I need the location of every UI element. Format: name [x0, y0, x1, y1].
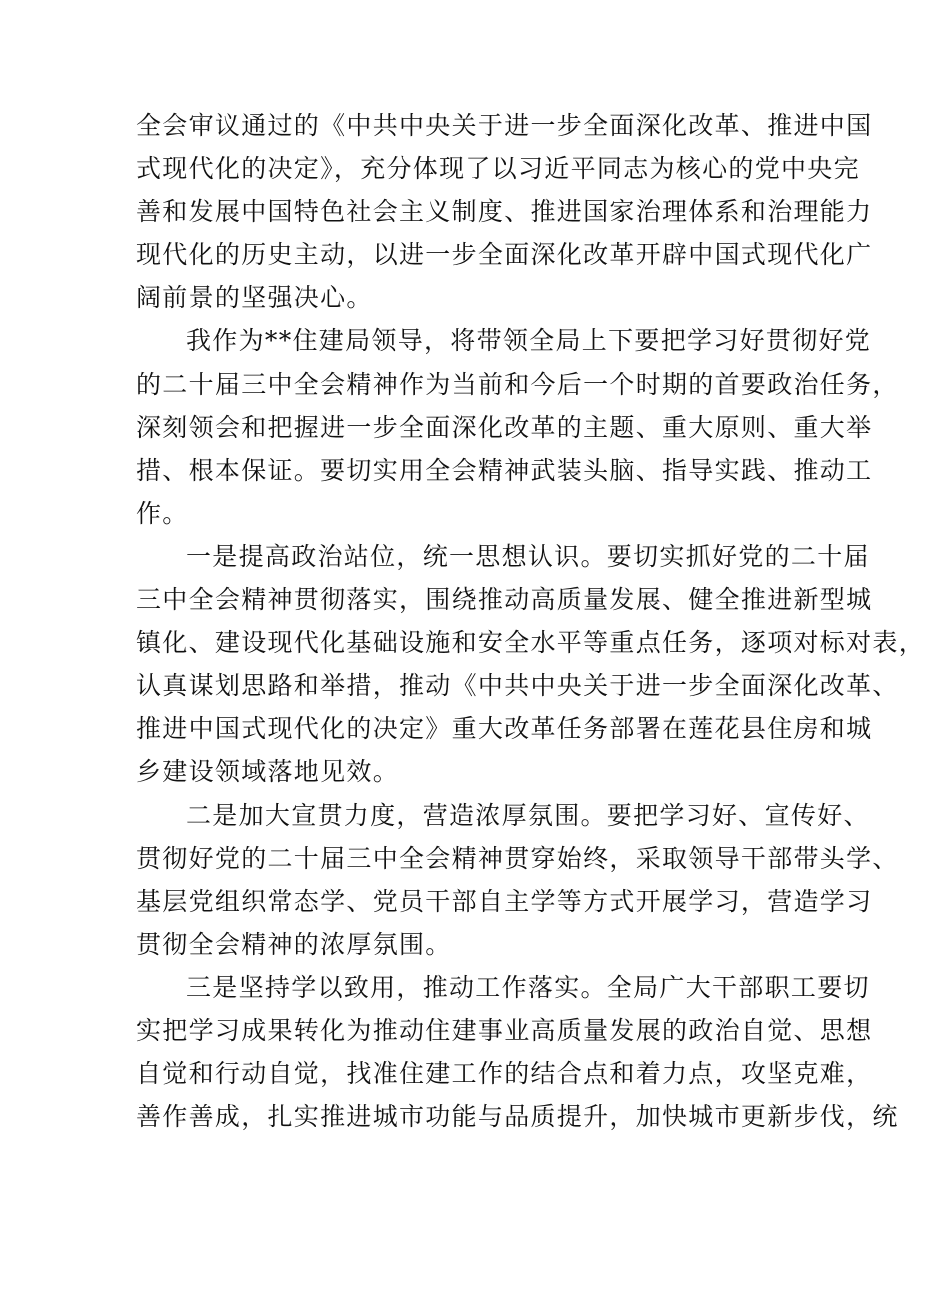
text-line: 措、根本保证。要切实用全会精神武装头脑、指导实践、推动工 [136, 455, 873, 485]
text-line: 阔前景的坚强决心。 [136, 283, 373, 313]
paragraph-1 [136, 104, 873, 319]
text-line: 式现代化的决定》，充分体现了以习近平同志为核心的党中央完 [136, 154, 860, 184]
text-line: 自觉和行动自觉，找准住建工作的结合点和着力点，攻坚克难， [136, 1059, 873, 1089]
text-line: 的二十届三中全会精神作为当前和今后一个时期的首要政治任务， [136, 369, 899, 399]
text-line: 镇化、建设现代化基础设施和安全水平等重点任务，逐项对标对表， [136, 628, 925, 658]
text-line: 认真谋划思路和举措，推动《中共中央关于进一步全面深化改革、 [136, 671, 899, 701]
paragraph-5 [136, 966, 899, 1138]
text-line: 乡建设领域落地见效。 [136, 757, 400, 787]
text-line: 二是加大宣贯力度，营造浓厚氛围。要把学习好、宣传好、 [186, 800, 870, 830]
text-line: 贯彻好党的二十届三中全会精神贯穿始终，采取领导干部带头学、 [136, 843, 899, 873]
text-line: 现代化的历史主动，以进一步全面深化改革开辟中国式现代化广 [136, 240, 873, 270]
text-line: 贯彻全会精神的浓厚氛围。 [136, 929, 452, 959]
text-line: 推进中国式现代化的决定》重大改革任务部署在莲花县住房和城 [136, 714, 873, 744]
text-line: 作。 [136, 498, 189, 528]
text-line: 深刻领会和把握进一步全面深化改革的主题、重大原则、重大举 [136, 412, 873, 442]
text-line: 我作为**住建局领导，将带领全局上下要把学习好贯彻好党 [186, 326, 872, 356]
text-line: 善和发展中国特色社会主义制度、推进国家治理体系和治理能力 [136, 197, 873, 227]
paragraph-4 [136, 794, 899, 966]
text-line: 三是坚持学以致用，推动工作落实。全局广大干部职工要切 [186, 972, 870, 1002]
document-body [136, 104, 925, 1138]
text-line: 全会审议通过的《中共中央关于进一步全面深化改革、推进中国 [136, 111, 873, 140]
text-line: 善作善成，扎实推进城市功能与品质提升，加快城市更新步伐，统 [136, 1102, 899, 1132]
paragraph-3 [136, 535, 925, 794]
paragraph-2 [136, 319, 899, 534]
text-line: 基层党组织常态学、党员干部自主学等方式开展学习，营造学习 [136, 886, 873, 916]
text-line: 实把学习成果转化为推动住建事业高质量发展的政治自觉、思想 [136, 1015, 873, 1045]
text-line: 三中全会精神贯彻落实，围绕推动高质量发展、健全推进新型城 [136, 585, 873, 615]
text-line: 一是提高政治站位，统一思想认识。要切实抓好党的二十届 [186, 541, 870, 571]
